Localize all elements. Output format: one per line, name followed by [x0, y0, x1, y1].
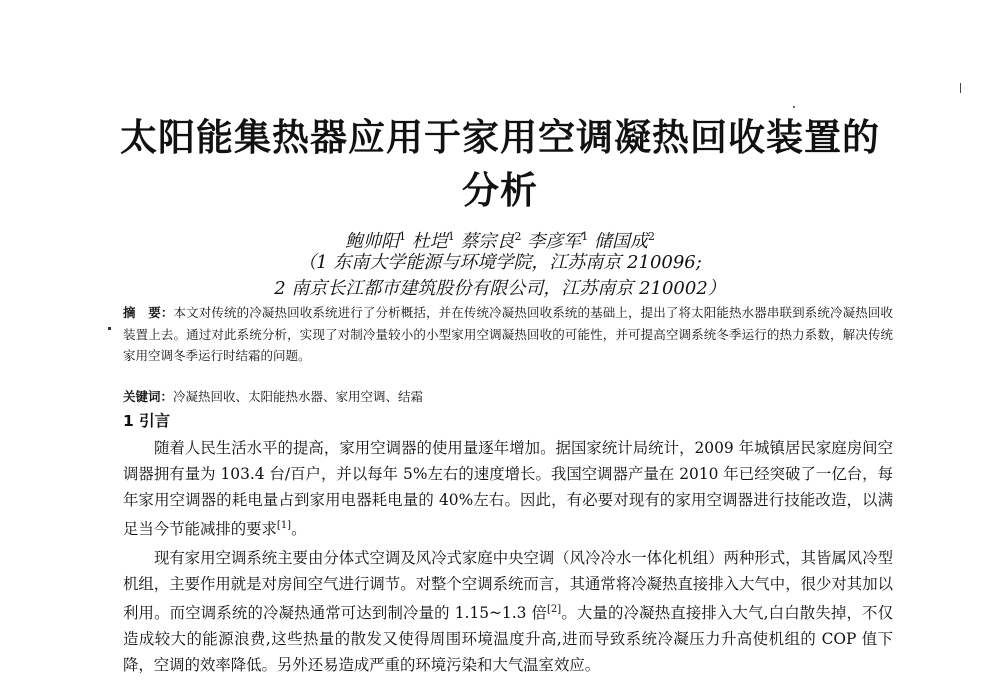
affiliation-2: 2 南京长江都市建筑股份有限公司，江苏南京 210002） [274, 278, 726, 299]
abstract-label: 摘 要： [123, 305, 174, 320]
affiliation-1: （1 东南大学能源与环境学院，江苏南京 210096; [298, 252, 702, 273]
section-heading: 1 引言 [123, 412, 171, 430]
author-name: 李彦军 [527, 231, 582, 252]
scan-dot [108, 327, 111, 330]
abstract [123, 302, 893, 367]
citation-ref: [2] [547, 604, 562, 615]
paragraph-text-continued: 。大量的冷凝热直接排入大气,白白散失掉，不仅造成较大的能源浪费,这些热量的散发又使得周围环境温度升高,进而导致系统冷凝压力升高使机组的 COP 值下降，空调的效率降低。另外还易造成严重的环境污染和大气温室效应。 [123, 604, 893, 675]
citation-ref: [1] [276, 520, 292, 531]
keywords [123, 386, 893, 408]
author-affiliation-mark: 1 [581, 230, 589, 243]
paper-title-continued: 分析 [462, 169, 538, 212]
abstract-text: 本文对传统的冷凝热回收系统进行了分析概括，并在传统冷凝热回收系统的基础上，提出了将太阳能热水器串联到系统冷凝热回收装置上去。通过对此系统分析，实现了对制冷量较小的小型家用空调凝热回收的可能性，并可提高空调系统冬季运行的热力系数，解决传统家用空调冬季运行时结霜的问题。 [123, 305, 893, 364]
author-name: 储国成 [593, 231, 648, 252]
keywords-text: 冷凝热回收、太阳能热水器、家用空调、结霜 [173, 389, 424, 404]
author-affiliation-mark: 2 [647, 230, 655, 243]
keywords-label: 关键词： [123, 389, 174, 404]
paragraph-text-end: 。 [291, 520, 307, 539]
paragraph-text: 随着人民生活水平的提高，家用空调器的使用量逐年增加。据国家统计局统计，2009 年城镇居民家庭房间空调器拥有量为 103.4 台/百户，并以每年 5%左右的速度增长。我国空调器产量在 2010 年已经突破了一亿台，每年家用空调器的耗电量占到家用电器耗电量的 40%左右。因此，有必要对现有的家用空调器进行技能改造，以满足当今节能减排的要求 [123, 439, 893, 539]
paper-title: 太阳能集热器应用于家用空调凝热回收装置的 [120, 116, 880, 159]
author-name: 鲍帅阳 [345, 231, 400, 252]
scan-mark [960, 83, 961, 93]
author-affiliation-mark: 1 [447, 230, 455, 243]
body-paragraph-1 [123, 435, 893, 542]
author-name: 杜垲 [411, 231, 448, 252]
paragraph-text: 现有家用空调系统主要由分体式空调及风冷式家庭中央空调（风冷冷水一体化机组）两种形式，其皆属风冷型机组，主要作用就是对房间空气进行调节。对整个空调系统而言，其通常将冷凝热直接排入大气中，很少对其加以利用。而空调系统的冷凝热通常可达到制冷量的 1.15~1.3 倍 [123, 549, 893, 623]
author-affiliation-mark: 2 [514, 230, 522, 243]
scan-dot [793, 106, 795, 108]
author-name: 蔡宗良 [460, 231, 515, 252]
body-paragraph-2 [123, 545, 893, 678]
author-affiliation-mark: 1 [399, 230, 407, 243]
